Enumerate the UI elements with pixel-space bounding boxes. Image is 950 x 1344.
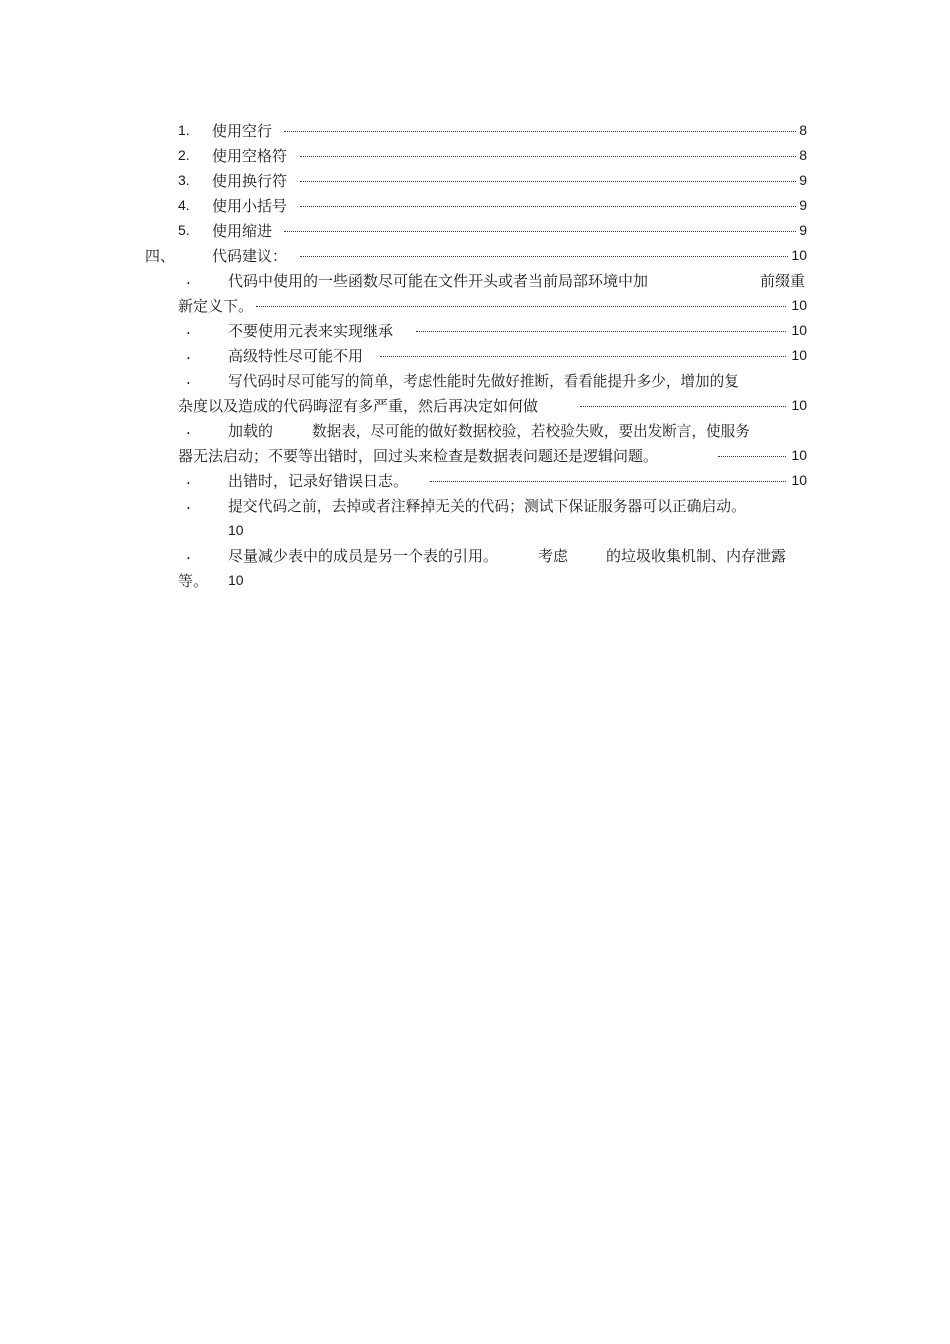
toc-entry-continuation [0,568,950,593]
toc-entry-bullet: . [186,370,191,388]
dot-leader [430,481,786,482]
toc-entry-page: 9 [799,197,807,213]
toc-entry[interactable] [0,118,950,143]
toc-entry-bullet: . [186,470,191,488]
toc-entry[interactable] [0,543,950,568]
toc-entry[interactable] [0,218,950,243]
toc-entry-title: 新定义下。 [178,297,254,315]
toc-section-number: 四、 [145,247,176,265]
toc-entry-title: 尽量减少表中的成员是另一个表的引用。 [228,547,499,565]
dot-leader [300,156,796,157]
toc-entry-title: 使用小括号 [212,197,288,215]
toc-entry-page: 9 [799,172,807,188]
dot-leader [284,231,796,232]
toc-section[interactable] [0,243,950,268]
toc-entry-title: 的垃圾收集机制、内存泄露 [606,547,787,565]
toc-entry[interactable] [0,143,950,168]
toc-entry[interactable] [0,268,950,293]
dot-leader [300,181,796,182]
toc-entry-page: 10 [791,297,807,313]
toc-entry-title: 使用空格符 [212,147,288,165]
toc-entry[interactable] [0,493,950,518]
toc-entry-number: 3. [178,172,190,188]
toc-entry-page: 10 [791,472,807,488]
toc-entry-title: 写代码时尽可能写的简单，考虑性能时先做好推断，看看能提升多少，增加的复 [228,373,739,390]
dot-leader [256,306,786,307]
toc-entry-page: 10 [228,572,244,588]
toc-entry-title: 杂度以及造成的代码晦涩有多严重，然后再决定如何做 [178,397,539,415]
dot-leader [380,356,786,357]
toc-entry-bullet: . [186,495,191,513]
toc-section-page: 10 [791,247,807,263]
toc-entry-page: 9 [799,222,807,238]
toc-entry-continuation [0,518,950,543]
toc-entry-page: 8 [799,122,807,138]
toc-entry-title: 数据表，尽可能的做好数据校验，若校验失败，要出发断言，使服务 [312,423,750,440]
toc-entry-title: 使用缩进 [212,222,273,240]
toc-entry-number: 4. [178,197,190,213]
dot-leader [300,206,796,207]
toc-entry-page: 10 [791,447,807,463]
toc-entry-bullet: . [186,320,191,338]
toc-entry-bullet: . [186,345,191,363]
toc-entry-continuation [0,293,950,318]
toc-entry-title: 出错时，记录好错误日志。 [228,472,409,490]
toc-entry-continuation [0,443,950,468]
toc-entry-title: 使用换行符 [212,172,288,190]
toc-entry-continuation [0,393,950,418]
toc-entry-title: 高级特性尽可能不用 [228,347,364,365]
toc-entry[interactable] [0,368,950,393]
toc-entry-title: 代码中使用的一些函数尽可能在文件开头或者当前局部环境中加 [228,272,649,290]
toc-entry-title: 考虑 [538,547,569,565]
toc-entry-bullet: . [186,420,191,438]
toc-entry-number: 2. [178,147,190,163]
toc-entry-page: 10 [791,347,807,363]
toc-entry-page: 10 [791,397,807,413]
toc-entry-number: 1. [178,122,190,138]
toc-entry-title-tail: 前缀重 [760,272,806,290]
toc-entry-bullet: . [186,270,191,288]
toc-entry-page: 10 [791,322,807,338]
toc-entry[interactable] [0,418,950,443]
dot-leader [284,131,796,132]
toc-entry-title: 等。 [178,572,209,590]
toc-entry-title: 器无法启动；不要等出错时，回过头来检查是数据表问题还是逻辑问题。 [178,447,659,465]
toc-entry-bullet: . [186,545,191,563]
dot-leader [416,331,786,332]
toc-entry[interactable] [0,468,950,493]
dot-leader [718,456,786,457]
dot-leader [300,256,788,257]
toc-entry-title: 使用空行 [212,122,273,140]
toc-entry-page: 8 [799,147,807,163]
toc-section-title: 代码建议： [212,247,288,265]
toc-entry[interactable] [0,343,950,368]
toc-entry[interactable] [0,168,950,193]
toc-entry-title: 不要使用元表来实现继承 [228,322,394,340]
toc-entry[interactable] [0,193,950,218]
dot-leader [580,406,786,407]
toc-entry-number: 5. [178,222,190,238]
toc-entry-title: 提交代码之前，去掉或者注释掉无关的代码；测试下保证服务器可以正确启动。 [228,498,746,515]
toc-entry-title: 加载的 [228,422,274,440]
toc-entry-page: 10 [228,522,244,538]
toc-entry[interactable] [0,318,950,343]
